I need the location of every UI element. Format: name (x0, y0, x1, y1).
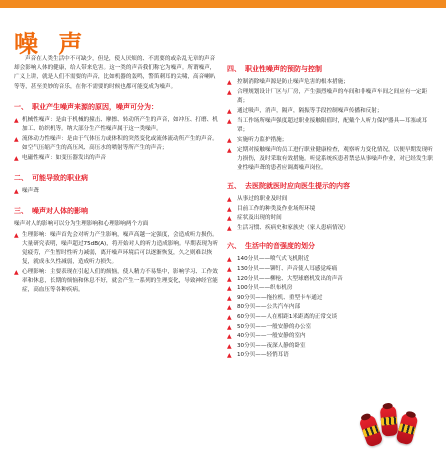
top-color-bar (0, 0, 446, 8)
item-text: 30分贝——夜深人静的卧室 (237, 342, 306, 349)
triangle-bullet-icon: ▲ (227, 304, 232, 312)
bullet-text: 生理影响：噪声首先会对听力产生影响，噪声高越一定强度，会造成听力损伤。大量研究表明，噪声超过75dB(A)，将开始对人的听力造成影响。早期表现为听觉疲劳，产生暂时性听力减弱，离开噪声环境后可以逐渐恢复，久之则难以恢复，就成永久性减弱，造成听力损失。 (22, 232, 219, 266)
item-text: 60分贝——人在相距1米距离的正常交谈 (237, 313, 338, 320)
item-text: 目前工作的种类及作业场所环境 (237, 205, 316, 212)
triangle-bullet-icon: ▲ (227, 256, 232, 264)
section-6-number: 六、 (227, 242, 241, 251)
section-5-item (227, 224, 437, 234)
item-text: 130分贝——铆钉、声音使人耳感觉疼痛 (237, 265, 338, 272)
triangle-bullet-icon: ▲ (227, 215, 232, 223)
bullet-text: 通过吸声，消声，隔声，隔振等手段控制噪声传播和反射； (237, 108, 383, 114)
noise-level-item (227, 265, 437, 275)
item-text: 80分贝——公共汽车内部 (237, 304, 301, 311)
earplugs-icon (355, 394, 430, 459)
bullet-text: 定期对接触噪声的员工进行职业健康检查，观察听力变化情况，以便早期发现听力损伤，及时采取有效措施。听觉系统疾患者禁忌从事噪声作业，对已经发生职业性噪声聋的患者应调离噪声岗位。 (237, 147, 433, 171)
bullet-text: 噪声聋 (22, 187, 39, 194)
item-text: 10分贝——轻悄耳语 (237, 352, 289, 359)
section-4-bullet (227, 136, 437, 145)
triangle-bullet-icon: ▲ (227, 89, 232, 96)
section-4-heading (227, 64, 437, 74)
section-4-title: 职业性噪声的预防与控制 (245, 65, 322, 73)
section-2-title: 可能导致的职业病 (32, 173, 88, 182)
page (0, 10, 446, 467)
item-text: 90分贝——拖拉机、重型卡车通过 (237, 294, 323, 301)
triangle-bullet-icon: ▲ (14, 116, 19, 124)
triangle-bullet-icon: ▲ (227, 265, 232, 273)
triangle-bullet-icon: ▲ (227, 275, 232, 283)
item-text: 从事过的职业及时间 (237, 196, 288, 202)
section-4-bullet (227, 117, 437, 135)
left-column (14, 55, 219, 296)
bullet-text: 当工作场所噪声强度超过职业接触限值时，配戴个人听力保护器具—耳塞或耳罩； (237, 118, 428, 133)
bullet-text: 电磁性噪声：如变压器发出的声音 (22, 154, 106, 161)
section-5-item (227, 205, 437, 215)
right-column (227, 64, 437, 361)
item-text: 50分贝——一般安静的办公室 (237, 323, 312, 330)
section-4-bullet (227, 78, 437, 87)
triangle-bullet-icon: ▲ (227, 333, 232, 341)
triangle-bullet-icon: ▲ (14, 269, 19, 277)
intro-paragraph: 声音在人类生活中不可缺少，但是，使人厌烦的、不需要的或杂乱无章的声音却会影响人体的健康，给人带来危害。这一类的声音我们称它为噪声。所谓噪声，广义上讲，就是人们不需要的声音，比如机器的轰鸣，警笛刺耳的尖啸，高音喇叭等等，甚至美妙的音乐，在你不需要的时候也都可能变成为噪声。 (14, 56, 216, 90)
triangle-bullet-icon: ▲ (227, 323, 232, 331)
section-3-bullet (14, 231, 219, 267)
triangle-bullet-icon: ▲ (227, 342, 232, 350)
section-2-bullet (14, 187, 219, 196)
item-text: 40分贝——一般安静的室内 (237, 333, 306, 340)
noise-level-item (227, 255, 437, 265)
triangle-bullet-icon: ▲ (227, 352, 232, 360)
section-3-title: 噪声对人体的影响 (32, 206, 88, 215)
section-1-bullet (14, 116, 219, 134)
section-5-title: 去医院就医时应向医生提示的内容 (245, 182, 350, 190)
section-3-bullet (14, 268, 219, 295)
triangle-bullet-icon: ▲ (14, 154, 19, 162)
triangle-bullet-icon: ▲ (227, 108, 232, 115)
bullet-text: 机械性噪声：是由于机械的撞击、摩擦、转动所产生的声音，如冲压、打磨、机加工、纺织机等。纳大部分生产性噪声属于这一类噪声。 (22, 116, 218, 132)
earplug-shape (395, 412, 418, 445)
section-4-number: 四、 (227, 65, 241, 73)
triangle-bullet-icon: ▲ (227, 205, 232, 213)
section-5-number: 五、 (227, 182, 241, 190)
earplug-shape (380, 405, 399, 436)
item-text: 生活习惯、疾病史和家族史（家人患病情况） (237, 224, 349, 231)
page-title: 噪 声 (14, 30, 89, 58)
section-2-heading (14, 173, 219, 183)
section-4-bullet (227, 146, 437, 173)
triangle-bullet-icon: ▲ (227, 137, 232, 144)
noise-level-item (227, 303, 437, 313)
triangle-bullet-icon: ▲ (227, 285, 232, 293)
noise-level-item (227, 313, 437, 323)
section-4-bullet (227, 88, 437, 106)
section-2-number: 二、 (14, 173, 28, 182)
section-1-bullet (14, 135, 219, 153)
bullet-text: 心理影响：主要表现在引起人们的烦恼，使人精力不易集中，影响学习、工作效率和休息，长期的烦恼和休息不好，就会产生一系列的生理变化，导致神经官能症，高血压等各种疾病。 (22, 269, 218, 294)
bullet-text: 实施听力监护措施； (237, 137, 288, 143)
triangle-bullet-icon: ▲ (227, 79, 232, 86)
section-5-item (227, 195, 437, 205)
triangle-bullet-icon: ▲ (14, 135, 19, 143)
section-3-heading (14, 206, 219, 216)
section-1-number: 一、 (14, 102, 28, 111)
triangle-bullet-icon: ▲ (14, 232, 19, 240)
noise-level-item (227, 332, 437, 342)
bullet-text: 流体动力性噪声：是由于气体压力或体积的突然变化或流体流动所产生的声音。如空气压缩产生的高压风、高压水的喷射等所产生的声音； (22, 135, 218, 151)
triangle-bullet-icon: ▲ (227, 196, 232, 203)
section-1-bullet (14, 154, 219, 163)
noise-level-item (227, 342, 437, 352)
bullet-text: 合理规划设计厂区与厂房，产生强烈噪声的车间和非噪声车间之间应有一定距离； (237, 89, 428, 104)
section-5-item (227, 214, 437, 224)
noise-level-item (227, 284, 437, 294)
section-1-heading (14, 102, 219, 112)
noise-level-item (227, 323, 437, 333)
item-text: 120分贝——柳枪、大型球磨机发出的声音 (237, 275, 343, 282)
section-6-title: 生活中的音强度的划分 (245, 242, 315, 251)
triangle-bullet-icon: ▲ (227, 147, 232, 154)
noise-level-item (227, 294, 437, 304)
triangle-bullet-icon: ▲ (14, 187, 19, 195)
triangle-bullet-icon: ▲ (227, 313, 232, 321)
item-text: 100分贝——织布机房 (237, 285, 293, 292)
item-text: 症状及出现的时间 (237, 215, 282, 222)
triangle-bullet-icon: ▲ (227, 224, 232, 232)
bullet-text: 控制消除噪声源是防止噪声危害的根本措施； (237, 79, 349, 85)
section-4-bullet (227, 107, 437, 116)
section-5-heading (227, 181, 437, 191)
triangle-bullet-icon: ▲ (227, 118, 232, 125)
noise-level-item (227, 275, 437, 285)
noise-level-item (227, 351, 437, 361)
section-3-number: 三、 (14, 206, 28, 215)
section-1-title: 职业产生噪声来源的原因，噪声可分为： (32, 102, 158, 111)
item-text: 140分贝——喷气式飞机附近 (237, 256, 310, 263)
triangle-bullet-icon: ▲ (227, 294, 232, 302)
section-6-heading (227, 241, 437, 251)
section-3-intro: 噪声对人的影响可以分为生理影响和心理影响两个方面 (14, 220, 149, 227)
